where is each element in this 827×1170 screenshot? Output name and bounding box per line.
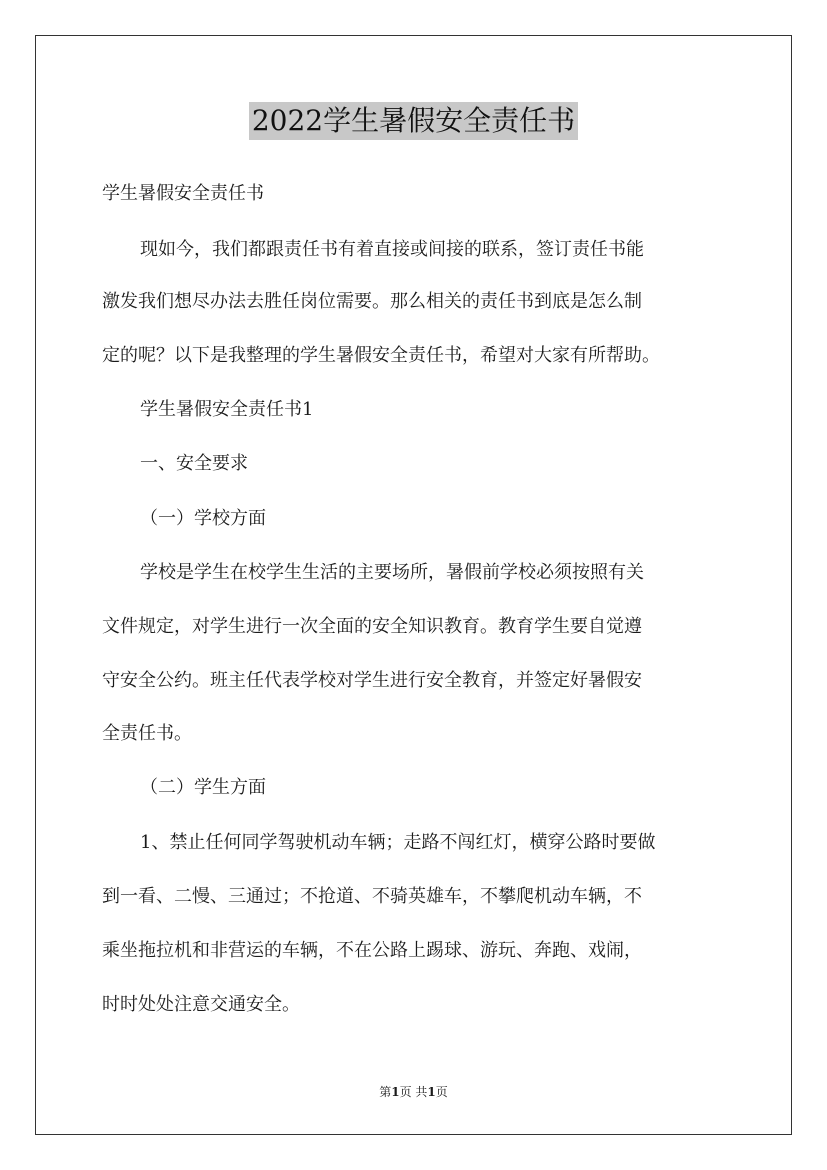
paragraph-line: 现如今，我们都跟责任书有着直接或间接的联系，签订责任书能 — [140, 239, 644, 260]
page-suffix: 页 — [435, 1085, 448, 1099]
page-mid: 页 共 — [399, 1085, 428, 1099]
paragraph-line: 乘坐拖拉机和非营运的车辆，不在公路上踢球、游玩、奔跑、戏闹， — [102, 940, 642, 961]
paragraph-line: 守安全公约。班主任代表学校对学生进行安全教育，并签定好暑假安 — [102, 670, 642, 691]
section-heading: 学生暑假安全责任书1 — [140, 399, 314, 420]
page-prefix: 第 — [379, 1085, 392, 1099]
paragraph-line: 文件规定，对学生进行一次全面的安全知识教育。教育学生要自觉遵 — [102, 616, 642, 637]
subtitle-line: 学生暑假安全责任书 — [102, 183, 264, 204]
page-current: 1 — [391, 1085, 400, 1099]
paragraph-line: 全责任书。 — [102, 723, 192, 744]
page-total: 1 — [427, 1085, 436, 1099]
subsection-heading: （一）学校方面 — [140, 508, 266, 529]
page-footer — [0, 1084, 827, 1100]
paragraph-line: 时时处处注意交通安全。 — [102, 994, 300, 1015]
title-container — [0, 102, 827, 140]
paragraph-line: 1、禁止任何同学驾驶机动车辆；走路不闯红灯，横穿公路时要做 — [140, 832, 656, 853]
paragraph-line: 学校是学生在校学生生活的主要场所，暑假前学校必须按照有关 — [140, 562, 644, 583]
paragraph-line: 定的呢？以下是我整理的学生暑假安全责任书，希望对大家有所帮助。 — [102, 345, 660, 366]
section-heading: 一、安全要求 — [140, 453, 248, 474]
paragraph-line: 到一看、二慢、三通过；不抢道、不骑英雄车，不攀爬机动车辆，不 — [102, 886, 642, 907]
document-title: 2022学生暑假安全责任书 — [249, 102, 578, 140]
paragraph-line: 激发我们想尽办法去胜任岗位需要。那么相关的责任书到底是怎么制 — [102, 291, 642, 312]
subsection-heading: （二）学生方面 — [140, 777, 266, 798]
